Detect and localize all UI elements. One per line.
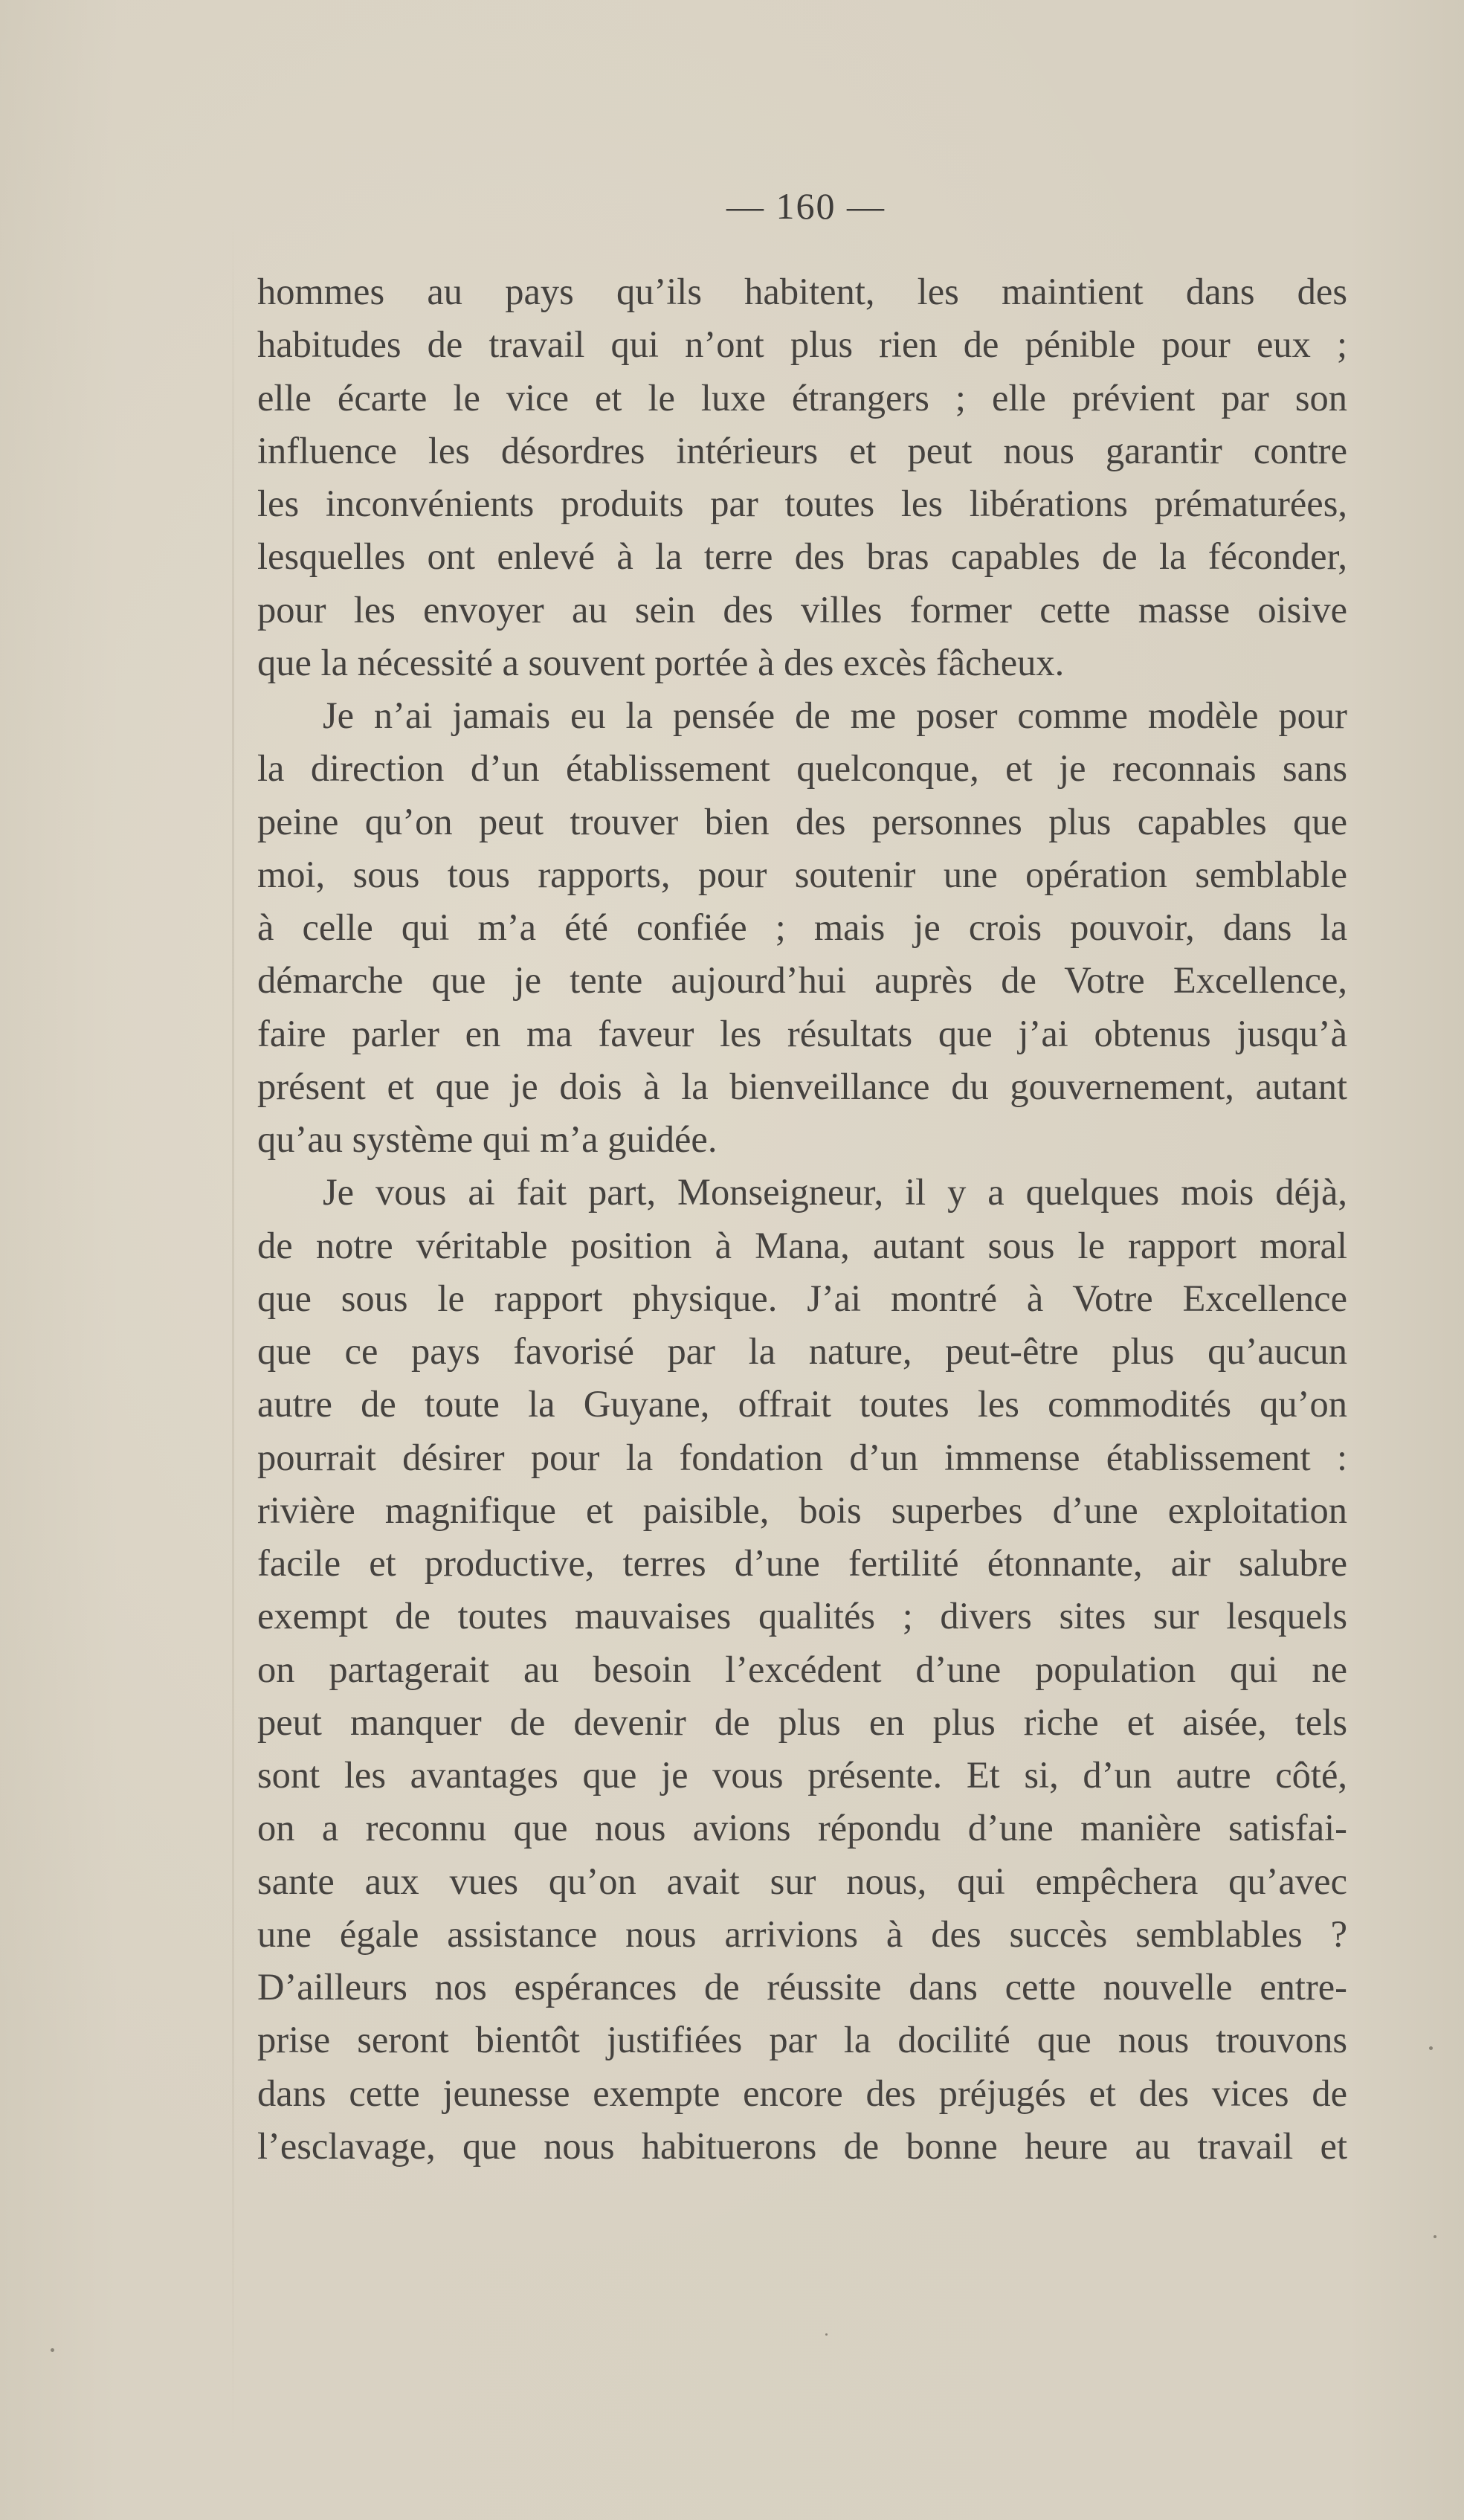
text-line: D’ailleurs nos espérances de réussite dans cette nouvelle entre-: [257, 1966, 1347, 2008]
text-line: que la nécessité a souvent portée à des excès fâcheux.: [257, 641, 1065, 683]
text-line: on partagerait au besoin l’excédent d’une population qui ne: [257, 1648, 1347, 1690]
text-line: facile et productive, terres d’une fertilité étonnante, air salubre: [257, 1542, 1347, 1584]
text-line: les inconvénients produits par toutes les libérations prématurées,: [257, 483, 1347, 524]
text-line: on a reconnu que nous avions répondu d’une manière satisfai-: [257, 1807, 1347, 1849]
text-line: sante aux vues qu’on avait sur nous, qui empêchera qu’avec: [257, 1860, 1347, 1902]
text-line: une égale assistance nous arrivions à des succès semblables ?: [257, 1912, 1347, 1955]
text-line: elle écarte le vice et le luxe étrangers ; elle prévient par son: [257, 376, 1347, 419]
paper-speck: [51, 2348, 54, 2352]
text-line: présent et que je dois à la bienveillance du gouvernement, autant: [257, 1065, 1347, 1107]
text-line: moi, sous tous rapports, pour soutenir une opération semblable: [257, 853, 1347, 895]
text-line: à celle qui m’a été confiée ; mais je crois pouvoir, dans la: [257, 906, 1347, 948]
text-line: qu’au système qui m’a guidée.: [257, 1118, 718, 1160]
text-line: hommes au pays qu’ils habitent, les maintient dans des: [257, 271, 1347, 312]
text-line: démarche que je tente aujourd’hui auprès de Votre Excellence,: [257, 959, 1347, 1002]
text-line: la direction d’un établissement quelconque, et je reconnais sans: [257, 747, 1347, 790]
paper-speck: [1434, 2235, 1436, 2238]
page-number: — 160 —: [726, 185, 886, 227]
text-line: exempt de toutes mauvaises qualités ; divers sites sur lesquels: [257, 1595, 1347, 1637]
text-line: lesquelles ont enlevé à la terre des bras capables de la féconder,: [257, 535, 1347, 578]
text-line: pourrait désirer pour la fondation d’un immense établissement :: [257, 1436, 1347, 1478]
text-line: pour les envoyer au sein des villes former cette masse oisive: [257, 588, 1347, 631]
text-line: prise seront bientôt justifiées par la docilité que nous trouvons: [257, 2019, 1347, 2061]
paragraph-start-line: Je vous ai fait part, Monseigneur, il y a quelques mois déjà,: [323, 1171, 1347, 1214]
text-line: que ce pays favorisé par la nature, peut-être plus qu’aucun: [257, 1330, 1347, 1372]
text-line: habitudes de travail qui n’ont plus rien de pénible pour eux ;: [257, 323, 1347, 366]
body-text: [257, 265, 1347, 2173]
text-line: dans cette jeunesse exempte encore des préjugés et des vices de: [257, 2072, 1347, 2114]
text-line: que sous le rapport physique. J’ai montré à Votre Excellence: [257, 1277, 1347, 1319]
paragraph-start-line: Je n’ai jamais eu la pensée de me poser comme modèle pour: [323, 695, 1347, 736]
text-line: de notre véritable position à Mana, autant sous le rapport moral: [257, 1224, 1347, 1266]
text-line: autre de toute la Guyane, offrait toutes les commodités qu’on: [257, 1383, 1347, 1425]
text-line: l’esclavage, que nous habituerons de bonne heure au travail et: [257, 2124, 1347, 2167]
text-line: peut manquer de devenir de plus en plus riche et aisée, tels: [257, 1701, 1347, 1743]
text-line: faire parler en ma faveur les résultats que j’ai obtenus jusqu’à: [257, 1012, 1347, 1054]
paper-speck: [1429, 2046, 1433, 2050]
text-line: influence les désordres intérieurs et peut nous garantir contre: [257, 429, 1347, 471]
page-fold-line: [232, 216, 234, 2446]
text-line: sont les avantages que je vous présente. Et si, d’un autre côté,: [257, 1754, 1347, 1796]
paper-speck: [825, 2333, 828, 2336]
text-line: peine qu’on peut trouver bien des personnes plus capables que: [257, 800, 1347, 842]
text-line: rivière magnifique et paisible, bois superbes d’une exploitation: [257, 1489, 1347, 1531]
